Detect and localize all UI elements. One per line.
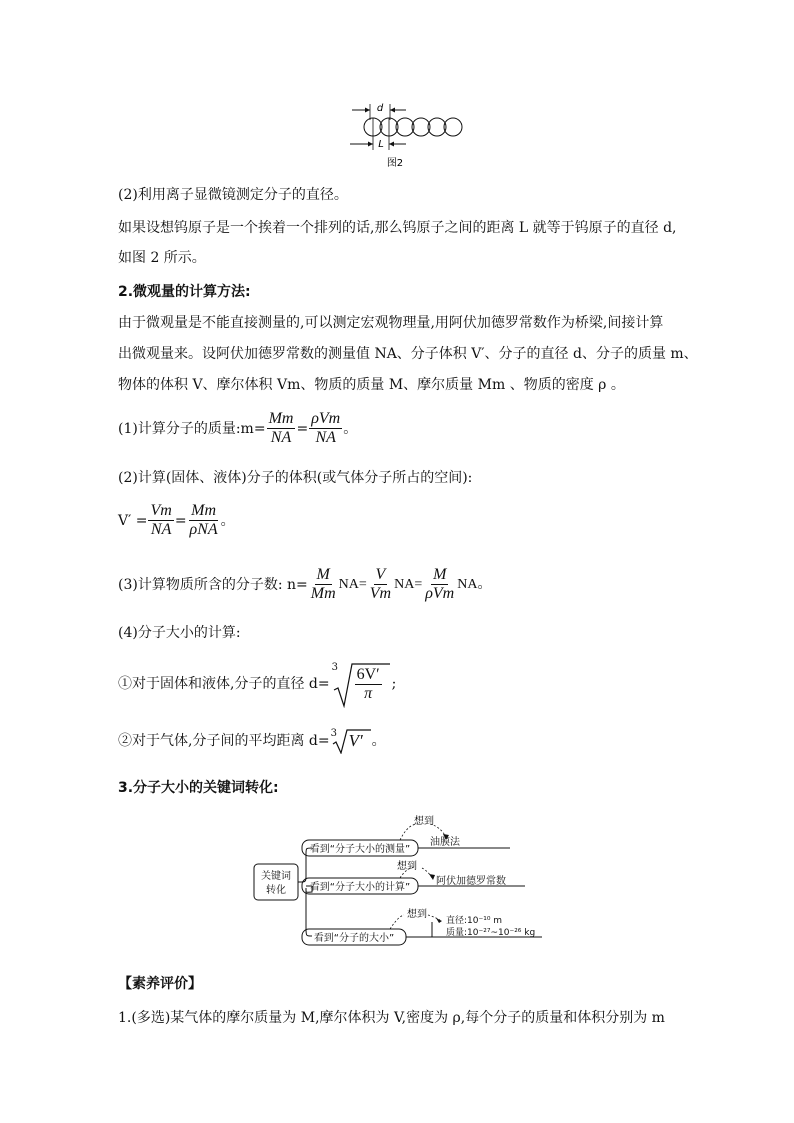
mindmap-branch-calculate: 看到“分子大小的计算” — [309, 882, 411, 893]
paragraph-molecule-volume: (2)计算(固体、液体)分子的体积(或气体分子所占的空间): — [118, 470, 473, 486]
mindmap-branch-measure: 看到“分子大小的测量” — [309, 844, 411, 855]
keyword-mindmap — [250, 812, 550, 962]
mindmap-think-label: 想到 — [407, 909, 427, 920]
figure-2-atom-row — [340, 98, 470, 170]
mindmap-result-oil-film: 油膜法 — [430, 837, 460, 848]
formula-3-label: (3)计算物质所含的分子数: n= — [118, 576, 308, 593]
paragraph-intro-line3: 物体的体积 V、摩尔体积 Vm、物质的质量 M、摩尔质量 Mm 、物质的密度 ρ 。 — [118, 377, 625, 393]
cube-root-symbol: 3 $\frac{6V'}{\pi}$ — [330, 660, 392, 708]
fraction-numerator: Vm — [150, 502, 172, 519]
question-1-stem: 1.(多选)某气体的摩尔质量为 M,摩尔体积为 V,密度为 ρ,每个分子的质量和体积分别为 m — [118, 1010, 665, 1026]
heading-literacy-evaluation: 【素养评价】 — [118, 976, 202, 992]
mindmap-result-diameter: 直径:10⁻¹⁰ m — [446, 916, 503, 926]
paragraph-tungsten-line1: 如果设想钨原子是一个挨着一个排列的话,那么钨原子之间的距离 L 就等于钨原子的直径 d, — [118, 220, 677, 236]
fraction-denominator: NA — [315, 429, 336, 446]
mindmap-result-avogadro: 阿伏加德罗常数 — [436, 876, 506, 887]
paragraph-size-calculation: (4)分子大小的计算: — [118, 625, 241, 641]
paragraph-ion-microscope: (2)利用离子显微镜测定分子的直径。 — [118, 187, 348, 203]
formula-2-label: V′ = — [118, 512, 148, 529]
mindmap-root-line2: 转化 — [266, 885, 286, 896]
label-d: d — [376, 103, 384, 114]
mindmap-root-line1: 关键词 — [261, 871, 291, 882]
formula-molecule-count: (3)计算物质所含的分子数: n= $\frac{M}{Mm}$ NA= $\frac{V}{Vm}$ NA= $\frac{M}{\text{ρVm}}$ NA。 — [118, 566, 492, 602]
formula-molecule-volume: V′ = $\frac{Vm}{NA}$ = $\frac{Mm}{\text{ρNA}}$ 。 — [118, 502, 235, 538]
mindmap-think-label: 想到 — [414, 816, 434, 827]
formula-1-label: (1)计算分子的质量:m= — [118, 420, 266, 437]
paragraph-intro-line2: 出微观量来。设阿伏加德罗常数的测量值 NA、分子体积 V′、分子的直径 d、分子的质量 m、 — [118, 346, 698, 362]
mindmap-branch-size: 看到“分子的大小” — [313, 933, 395, 944]
formula-molecule-mass: (1)计算分子的质量:m= $\frac{Mm}{NA}$ = $\frac{\text{ρVm}}{NA}$ 。 — [118, 410, 358, 446]
formula-distance-gas: ②对于气体,分子间的平均距离 d= 3 V′ 。 — [118, 728, 386, 754]
figure-caption: 图2 — [386, 158, 404, 169]
atom-circle — [396, 118, 414, 136]
formula-diameter-solid-liquid: ①对于固体和液体,分子的直径 d= 3 $\frac{6V'}{\pi}$ ; — [118, 660, 396, 708]
fraction-numerator: Mm — [191, 502, 217, 519]
heading-calculation-methods: 2.微观量的计算方法: — [118, 284, 251, 300]
fraction-denominator: NA — [150, 521, 172, 538]
paragraph-tungsten-line2: 如图 2 所示。 — [118, 250, 206, 266]
label-L: L — [378, 139, 384, 150]
mindmap-think-label: 想到 — [397, 861, 417, 872]
fraction-numerator: ρVm — [311, 410, 341, 427]
fraction-denominator: ρNA — [189, 521, 218, 538]
atom-circle — [444, 118, 462, 136]
heading-keyword-conversion: 3.分子大小的关键词转化: — [118, 780, 279, 796]
atom-circle — [428, 118, 446, 136]
atom-circle — [412, 118, 430, 136]
paragraph-intro-line1: 由于微观量是不能直接测量的,可以测定宏观物理量,用阿伏加德罗常数作为桥梁,间接计算 — [118, 315, 664, 331]
fraction-denominator: NA — [270, 429, 292, 446]
cube-root-symbol: 3 V′ — [330, 728, 372, 754]
mindmap-result-mass: 质量:10⁻²⁷~10⁻²⁶ kg — [446, 928, 536, 938]
fraction-numerator: Mm — [268, 410, 294, 427]
